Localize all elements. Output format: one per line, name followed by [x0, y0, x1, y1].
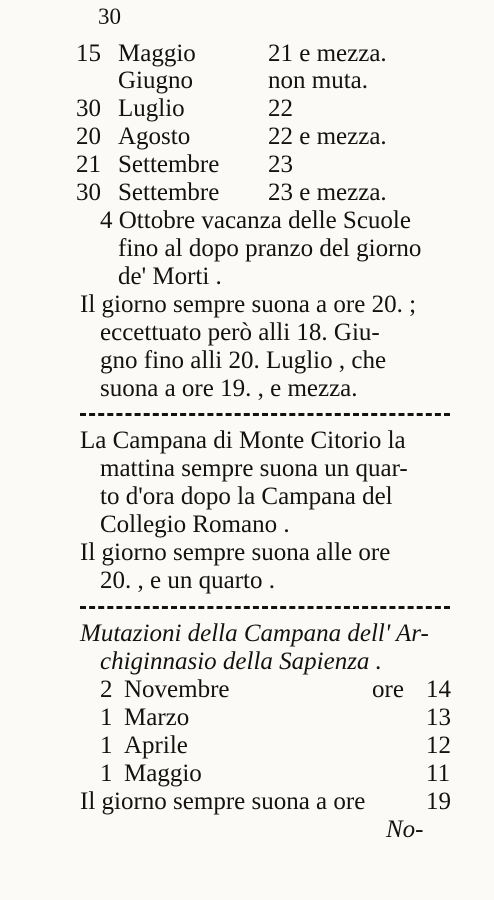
heading-line: chiginnasio della Sapienza .: [100, 648, 382, 675]
row-day: 1: [100, 760, 113, 787]
text-line: mattina sempre suona un quar-: [100, 455, 408, 482]
row-day: 20: [76, 123, 101, 150]
row-time: non muta.: [268, 67, 368, 94]
heading-line: Mutazioni della Campana dell' Ar-: [80, 620, 429, 647]
row-time: 23: [268, 151, 293, 178]
text-line: fino al dopo pranzo del giorno: [118, 235, 422, 262]
row-label: ore: [372, 676, 404, 703]
row-day: 21: [76, 151, 101, 178]
text-line: Il giorno sempre suona alle ore: [80, 539, 391, 566]
text-line: eccettuato però alli 18. Giu-: [100, 319, 380, 346]
row-day: 30: [76, 179, 101, 206]
row-month: Luglio: [118, 95, 185, 122]
divider: [80, 606, 450, 609]
text-line: to d'ora dopo la Campana del: [100, 483, 393, 510]
text-line: Il giorno sempre suona a ore 20. ;: [80, 291, 417, 318]
text-line: La Campana di Monte Citorio la: [80, 427, 406, 454]
row-month: Agosto: [118, 123, 191, 150]
row-hour: 12: [426, 732, 451, 759]
row-month: Settembre: [118, 151, 220, 178]
row-time: 22: [268, 95, 293, 122]
row-month: Aprile: [124, 732, 188, 759]
row-hour: 13: [426, 704, 451, 731]
row-month: Settembre: [118, 179, 220, 206]
text-line: 4 Ottobre vacanza delle Scuole: [100, 207, 411, 234]
row-hour: 14: [426, 676, 451, 703]
row-month: Giugno: [118, 67, 193, 94]
text-line: 20. , e un quarto .: [100, 567, 275, 594]
text-line: suona a ore 19. , e mezza.: [100, 375, 358, 402]
text-line: Il giorno sempre suona a ore: [80, 788, 366, 815]
divider: [80, 413, 450, 416]
row-month: Maggio: [118, 40, 196, 67]
page-number: 30: [98, 4, 121, 29]
row-time: 21 e mezza.: [268, 40, 387, 67]
catchword: No-: [386, 816, 424, 843]
row-day: 15: [76, 40, 101, 67]
row-time: 22 e mezza.: [268, 123, 387, 150]
row-day: 1: [100, 704, 113, 731]
row-day: 30: [76, 95, 101, 122]
row-month: Novembre: [124, 676, 230, 703]
row-day: 1: [100, 732, 113, 759]
row-hour: 19: [426, 788, 451, 815]
row-month: Marzo: [124, 704, 190, 731]
row-time: 23 e mezza.: [268, 179, 387, 206]
text-line: Collegio Romano .: [100, 511, 290, 538]
row-hour: 11: [426, 760, 451, 787]
text-line: de' Morti .: [118, 263, 222, 290]
row-month: Maggio: [124, 760, 202, 787]
row-day: 2: [100, 676, 113, 703]
text-line: gno fino alli 20. Luglio , che: [100, 347, 387, 374]
